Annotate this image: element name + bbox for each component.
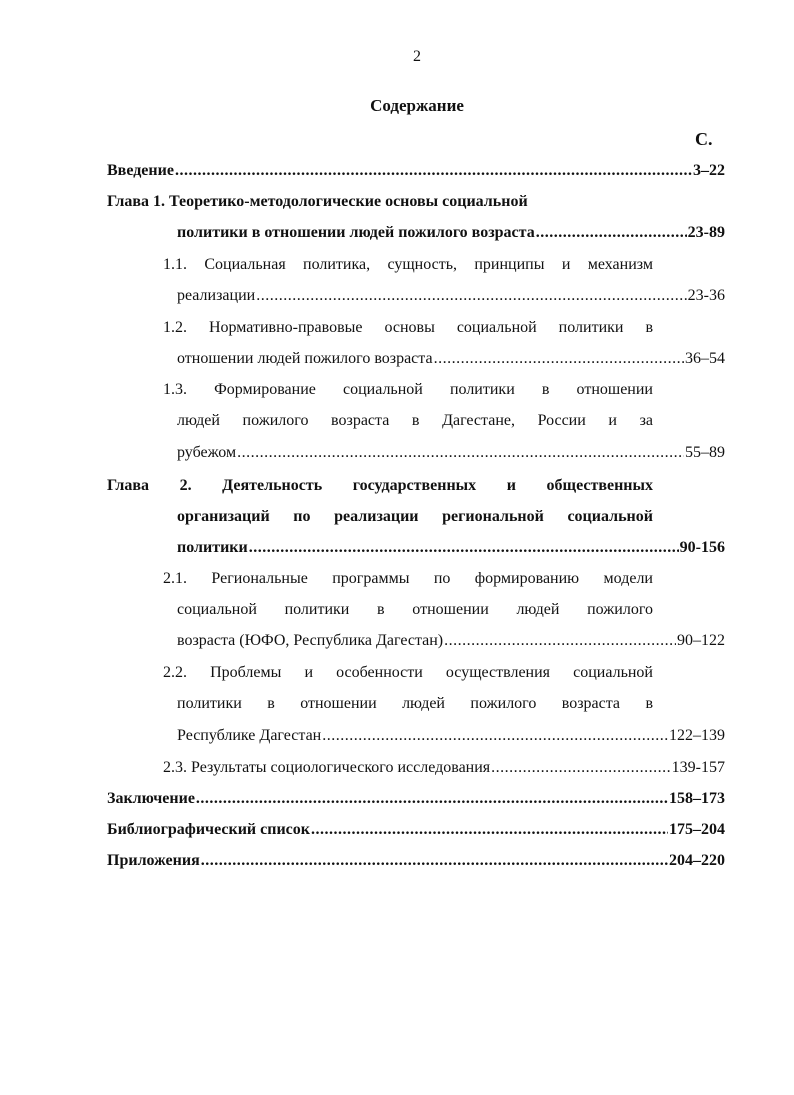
toc-chapter2-line3: [177, 538, 725, 558]
pages-column-header: С.: [695, 129, 713, 149]
dot-leader: [175, 161, 692, 181]
toc-section-1-3-line2: людей пожилого возраста в Дагестане, России и за: [177, 412, 653, 429]
dot-leader: [322, 726, 668, 746]
toc-section-2-2-line1: 2.2. Проблемы и особенности осуществления социальной: [163, 664, 653, 681]
page-number: 2: [413, 48, 421, 65]
toc-pages: 139-157: [671, 759, 725, 776]
toc-label: рубежом: [177, 444, 237, 461]
toc-pages: 122–139: [669, 727, 725, 744]
toc-chapter1-line1: Глава 1. Теоретико-методологические основы социальной: [107, 193, 528, 210]
dot-leader: [444, 631, 676, 651]
toc-entry-intro: [107, 161, 725, 181]
toc-label: Приложения: [107, 852, 200, 869]
dot-leader: [237, 443, 684, 463]
toc-label: Введение: [107, 162, 174, 179]
page-title: Содержание: [370, 96, 464, 115]
toc-label: Заключение: [107, 790, 195, 807]
toc-chapter2-line2: организаций по реализации региональной социальной: [177, 508, 653, 525]
toc-label: возраста (ЮФО, Республика Дагестан): [177, 632, 444, 649]
toc-label: Республике Дагестан: [177, 727, 322, 744]
dot-leader: [256, 286, 686, 306]
toc-section-1-2-line1: 1.2. Нормативно-правовые основы социальной политики в: [163, 319, 653, 336]
toc-label: отношении людей пожилого возраста: [177, 350, 433, 367]
toc-pages: 23-89: [687, 224, 725, 241]
dot-leader: [311, 820, 668, 840]
toc-pages: 55–89: [685, 444, 725, 461]
dot-leader: [536, 223, 687, 243]
toc-pages: 36–54: [685, 350, 725, 367]
toc-pages: 3–22: [693, 162, 725, 179]
toc-label: Библиографический список: [107, 821, 310, 838]
dot-leader: [491, 758, 671, 778]
toc-pages: 23-36: [687, 287, 725, 304]
toc-pages: 158–173: [669, 790, 725, 807]
toc-section-2-1-line3: [177, 631, 725, 651]
toc-section-1-1-line1: 1.1. Социальная политика, сущность, принципы и механизм: [163, 256, 653, 273]
toc-label: политики в отношении людей пожилого возраста: [177, 224, 535, 241]
toc-section-2-2-line2: политики в отношении людей пожилого возраста в: [177, 695, 653, 712]
toc-section-2-3: [163, 758, 725, 778]
toc-chapter2-line1: Глава 2. Деятельность государственных и общественных: [107, 477, 653, 494]
dot-leader: [434, 349, 684, 369]
toc-section-1-2-line2: [177, 349, 725, 369]
toc-pages: 90–122: [677, 632, 725, 649]
toc-section-1-1-line2: [177, 286, 725, 306]
toc-label: политики: [177, 539, 248, 556]
toc-pages: 204–220: [669, 852, 725, 869]
toc-section-2-2-line3: [177, 726, 725, 746]
dot-leader: [249, 538, 679, 558]
toc-label: реализации: [177, 287, 256, 304]
toc-section-2-1-line1: 2.1. Региональные программы по формированию модели: [163, 570, 653, 587]
toc-section-1-3-line3: [177, 443, 725, 463]
dot-leader: [196, 789, 668, 809]
toc-pages: 175–204: [669, 821, 725, 838]
toc-entry-conclusion: [107, 789, 725, 809]
toc-label: 2.3. Результаты социологического исследования: [163, 759, 491, 776]
toc-entry-bibliography: [107, 820, 725, 840]
toc-pages: 90-156: [679, 539, 725, 556]
toc-chapter1-line2: [177, 223, 725, 243]
dot-leader: [201, 851, 668, 871]
toc-entry-appendices: [107, 851, 725, 871]
toc-section-2-1-line2: социальной политики в отношении людей пожилого: [177, 601, 653, 618]
toc-section-1-3-line1: 1.3. Формирование социальной политики в отношении: [163, 381, 653, 398]
